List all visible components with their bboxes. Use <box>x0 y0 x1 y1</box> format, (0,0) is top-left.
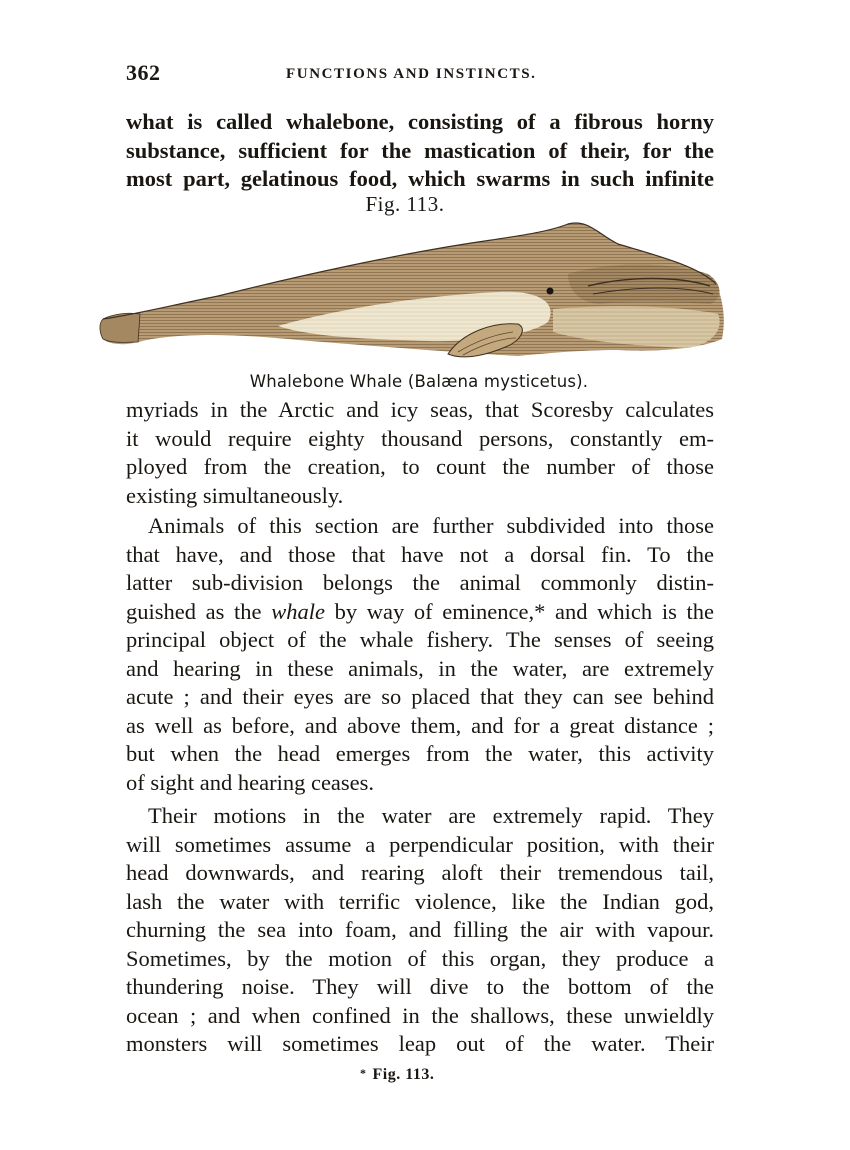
text-line: as well as before, and above them, and for a great distance ; <box>126 712 714 738</box>
text-line: and hearing in these animals, in the water, are extremely <box>126 655 714 681</box>
paragraph-top <box>126 108 714 194</box>
page-number: 362 <box>126 60 161 85</box>
text-line: lash the water with terrific violence, like the Indian god, <box>126 888 714 914</box>
text-line: what is called whalebone, consisting of a fibrous horny <box>126 109 714 134</box>
text-line: ployed from the creation, to count the number of those <box>126 454 714 479</box>
text-line: Sometimes, by the motion of this organ, they produce a <box>126 945 714 971</box>
text-line: but when the head emerges from the water, this activity <box>126 741 714 766</box>
figure-caption-text: Whalebone Whale (Balæna mysticetus). <box>249 372 589 391</box>
text-line: thundering noise. They will dive to the bottom of the <box>126 974 714 999</box>
text-line: it would require eighty thousand persons, constantly em- <box>126 425 714 451</box>
text-line: of sight and hearing ceases. <box>126 769 375 795</box>
text-line: monsters will sometimes leap out of the water. Their <box>126 1031 714 1056</box>
whale-illustration <box>98 214 728 374</box>
whale-eye <box>547 288 554 295</box>
text-line: principal object of the whale fishery. The senses of seeing <box>126 627 714 652</box>
text-line: existing simultaneously. <box>126 482 344 508</box>
paragraph-dorsal-fin <box>126 512 714 797</box>
figure-caption <box>0 372 850 391</box>
page-header <box>126 60 714 90</box>
text-line: head downwards, and rearing aloft their tremendous tail, <box>126 860 714 885</box>
footnote <box>360 1066 434 1084</box>
text-fragment: by way of eminence,* and which is the <box>324 598 714 624</box>
whale-tail <box>100 313 140 342</box>
text-line: acute ; and their eyes are so placed that they can see behind <box>126 684 714 709</box>
text-line: myriads in the Arctic and icy seas, that Scoresby calculates <box>126 397 714 422</box>
text-line: churning the sea into foam, and filling the air with vapour. <box>126 917 714 942</box>
text-line: that have, and those that have not a dorsal fin. To the <box>126 541 714 567</box>
figure-label-text: Fig. 113. <box>365 192 445 216</box>
italic-whale: whale <box>271 598 325 624</box>
text-fragment: guished as the <box>126 598 272 624</box>
paragraph-motions <box>126 802 714 1059</box>
paragraph-continued <box>126 396 714 510</box>
text-line: latter sub-division belongs the animal commonly distin- <box>126 570 714 595</box>
footnote-text: Fig. 113. <box>372 1066 435 1083</box>
running-head: FUNCTIONS AND INSTINCTS. <box>286 66 537 82</box>
text-line: most part, gelatinous food, which swarms in such infinite <box>126 166 714 191</box>
text-line: Their motions in the water are extremely rapid. They <box>148 803 714 828</box>
text-line-with-italic <box>126 598 714 627</box>
text-line: substance, sufficient for the mastication of their, for the <box>126 137 714 163</box>
text-line: will sometimes assume a perpendicular position, with their <box>126 831 714 857</box>
text-line: ocean ; and when confined in the shallows, these unwieldly <box>126 1002 714 1028</box>
footnote-mark: * <box>360 1066 367 1080</box>
text-line: Animals of this section are further subdivided into those <box>148 513 714 538</box>
